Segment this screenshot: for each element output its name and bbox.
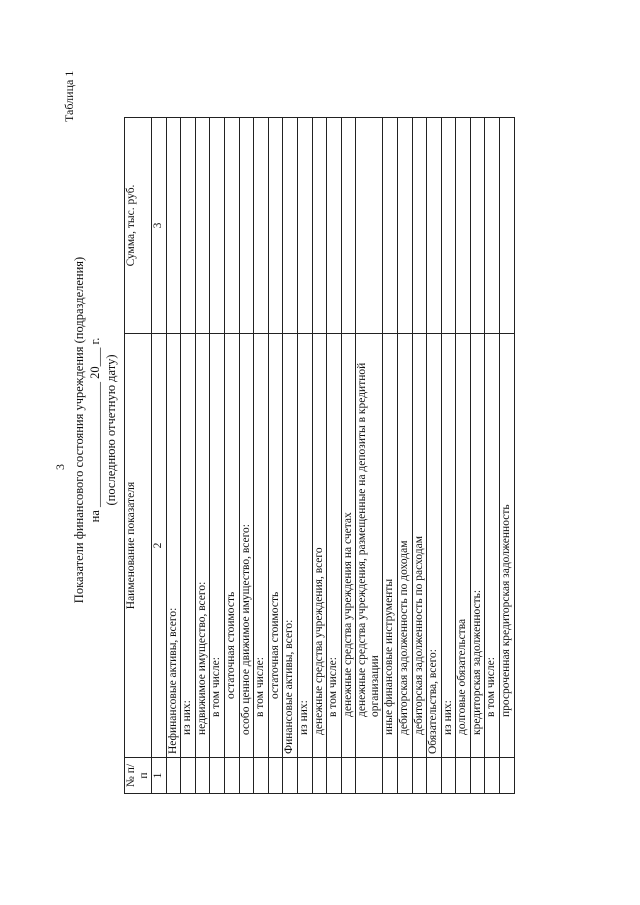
amount-cell[interactable] [166, 118, 181, 334]
table-row [312, 118, 327, 794]
row-number [283, 758, 298, 794]
table-row [166, 118, 181, 794]
amount-cell[interactable] [239, 118, 254, 334]
table-row [210, 118, 225, 794]
table-row [470, 118, 485, 794]
table-column-numbers-row [152, 118, 167, 794]
table-row [441, 118, 456, 794]
header-amount: Сумма, тыс. руб. [125, 118, 152, 334]
indicator-name: дебиторская задолженность по доходам [397, 334, 412, 758]
indicator-name: остаточная стоимость [224, 334, 239, 758]
row-number [341, 758, 356, 794]
document-title: Показатели финансового состояния учреждения (подразделения) [72, 256, 86, 604]
table-row [224, 118, 239, 794]
row-number [500, 758, 515, 794]
row-number [383, 758, 398, 794]
amount-cell[interactable] [297, 118, 312, 334]
amount-cell[interactable] [456, 118, 471, 334]
table-row [181, 118, 196, 794]
indicator-name: из них: [181, 334, 196, 758]
row-number [456, 758, 471, 794]
table-row [327, 118, 342, 794]
row-number [412, 758, 427, 794]
row-number [356, 758, 383, 794]
row-number [224, 758, 239, 794]
row-number [181, 758, 196, 794]
indicator-name: из них: [297, 334, 312, 758]
indicator-name: денежные средства учреждения, размещенные на депозиты в кредитной организации [356, 334, 383, 758]
page-number: 3 [53, 464, 67, 470]
row-number [210, 758, 225, 794]
row-number [327, 758, 342, 794]
report-date-line: на ____________________ 20___ г. [88, 337, 102, 523]
table-row [397, 118, 412, 794]
row-number [254, 758, 269, 794]
rotated-document-page [44, 30, 604, 870]
row-number [485, 758, 500, 794]
amount-cell[interactable] [427, 118, 442, 334]
table-row [500, 118, 515, 794]
amount-cell[interactable] [441, 118, 456, 334]
row-number [268, 758, 283, 794]
table-row [427, 118, 442, 794]
table-row [412, 118, 427, 794]
table-row [383, 118, 398, 794]
table-row [283, 118, 298, 794]
table-row [341, 118, 356, 794]
amount-cell[interactable] [356, 118, 383, 334]
amount-cell[interactable] [312, 118, 327, 334]
row-number [470, 758, 485, 794]
indicator-name: Нефинансовые активы, всего: [166, 334, 181, 758]
indicator-name: в том числе: [210, 334, 225, 758]
table-row [297, 118, 312, 794]
amount-cell[interactable] [470, 118, 485, 334]
table-header-row [125, 118, 152, 794]
column-number-1: 1 [152, 758, 167, 794]
column-number-2: 2 [152, 334, 167, 758]
amount-cell[interactable] [210, 118, 225, 334]
amount-cell[interactable] [254, 118, 269, 334]
column-number-3: 3 [152, 118, 167, 334]
table-row [485, 118, 500, 794]
indicator-name: иные финансовые инструменты [383, 334, 398, 758]
row-number [397, 758, 412, 794]
header-number: № п/п [125, 758, 152, 794]
row-number [239, 758, 254, 794]
amount-cell[interactable] [397, 118, 412, 334]
table-row [456, 118, 471, 794]
indicator-name: остаточная стоимость [268, 334, 283, 758]
amount-cell[interactable] [341, 118, 356, 334]
table-row [268, 118, 283, 794]
amount-cell[interactable] [224, 118, 239, 334]
financial-indicators-table [124, 117, 515, 794]
indicator-name: долговые обязательства [456, 334, 471, 758]
indicator-name: в том числе: [254, 334, 269, 758]
row-number [166, 758, 181, 794]
table-row [239, 118, 254, 794]
amount-cell[interactable] [195, 118, 210, 334]
indicator-name: денежные средства учреждения, всего [312, 334, 327, 758]
row-number [195, 758, 210, 794]
amount-cell[interactable] [283, 118, 298, 334]
row-number [441, 758, 456, 794]
row-number [427, 758, 442, 794]
amount-cell[interactable] [268, 118, 283, 334]
amount-cell[interactable] [412, 118, 427, 334]
header-indicator-name: Наименование показателя [125, 334, 152, 758]
amount-cell[interactable] [327, 118, 342, 334]
indicator-name: дебиторская задолженность по расходам [412, 334, 427, 758]
table-row [356, 118, 383, 794]
indicator-name: особо ценное движимое имущество, всего: [239, 334, 254, 758]
amount-cell[interactable] [485, 118, 500, 334]
row-number [297, 758, 312, 794]
indicator-name: из них: [441, 334, 456, 758]
table-row [195, 118, 210, 794]
indicator-name: в том числе: [327, 334, 342, 758]
indicator-name: денежные средства учреждения на счетах [341, 334, 356, 758]
indicator-name: Обязательства, всего: [427, 334, 442, 758]
table-row [254, 118, 269, 794]
row-number [312, 758, 327, 794]
amount-cell[interactable] [181, 118, 196, 334]
indicator-name: просроченная кредиторская задолженность [500, 334, 515, 758]
report-date-caption: (последнюю отчетную дату) [104, 354, 118, 506]
indicator-name: Финансовые активы, всего: [283, 334, 298, 758]
amount-cell[interactable] [500, 118, 515, 334]
amount-cell[interactable] [383, 118, 398, 334]
indicator-name: в том числе: [485, 334, 500, 758]
indicator-name: кредиторская задолженность: [470, 334, 485, 758]
indicator-name: недвижимое имущество, всего: [195, 334, 210, 758]
table-label: Таблица 1 [62, 70, 76, 122]
